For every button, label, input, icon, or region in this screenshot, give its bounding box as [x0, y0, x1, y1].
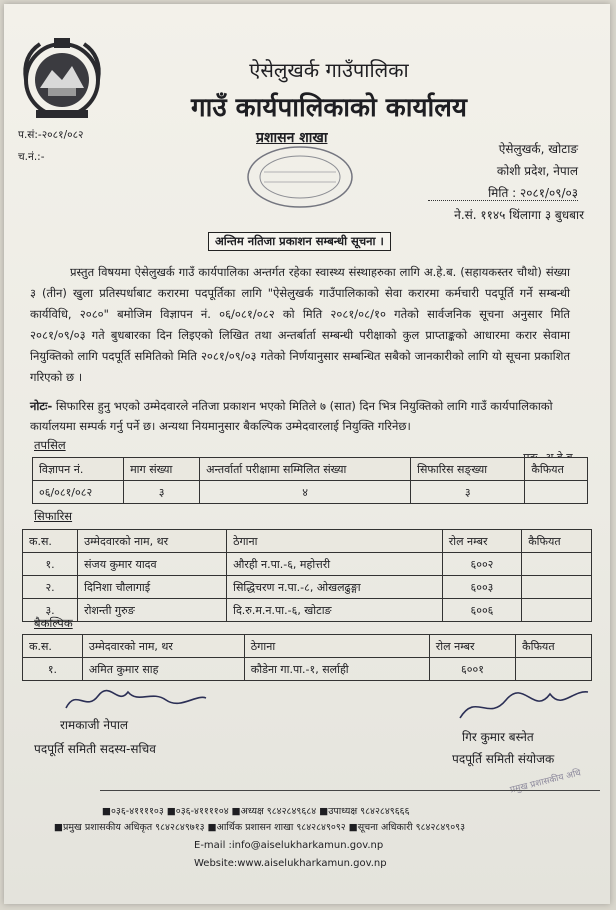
dispatch-number: च.नं.:- [18, 151, 45, 163]
table-cell: ६००३ [442, 576, 521, 599]
right-signature [454, 682, 594, 727]
table-row [23, 576, 592, 599]
notice-document [4, 4, 610, 904]
col-header: क.स. [23, 530, 78, 553]
table-cell: १. [23, 658, 83, 681]
table-cell: ३ [124, 481, 200, 504]
table-cell [522, 576, 592, 599]
table-cell: औरही न.पा.-६, महोत्तरी [227, 553, 443, 576]
col-header: कैफियत [516, 635, 592, 658]
footer-phones: ■०३६-४११११०३ ■०३६-४११११०४ ■अध्यक्ष ९८४२८४९६८४ ■उपाध्यक्ष ९८४२८४९६६६ [102, 806, 410, 817]
table-cell: कौडेना गा.पा.-१, सर्लाही [244, 658, 429, 681]
office-stamp [240, 142, 360, 212]
col-header: माग संख्या [124, 458, 200, 481]
alternate-heading: बैकल्पिक [34, 616, 73, 630]
footer-divider [100, 790, 600, 791]
branch-name: प्रशासन शाखा [256, 130, 328, 146]
table-cell: सिद्धिचरण न.पा.-८, ओखलढुङ्गा [227, 576, 443, 599]
address-line-1: ऐसेलुखर्क, खोटाङ [498, 142, 578, 156]
recommended-table [22, 529, 592, 622]
col-header: ठेगाना [227, 530, 443, 553]
col-header: उम्मेदवारको नाम, थर [78, 530, 227, 553]
table-row [23, 658, 592, 681]
table-row [23, 599, 592, 622]
col-header: रोल नम्बर [442, 530, 521, 553]
municipality-name: ऐसेलुखर्क गाउँपालिका [249, 58, 409, 82]
table-cell: २. [23, 576, 78, 599]
subject-heading: अन्तिम नतिजा प्रकाशन सम्बन्धी सूचना । [208, 232, 391, 251]
footer-website: Website:www.aiselukharkamun.gov.np [194, 858, 387, 869]
col-header: कैफियत [522, 530, 592, 553]
table-cell: ४ [200, 481, 411, 504]
stamp-watermark: प्रमुख प्रशासकीय अधि [509, 768, 582, 796]
notice-body: प्रस्तुत विषयमा ऐसेलुखर्क गाउँ कार्यपालिका अन्तर्गत रहेका स्वास्थ्य संस्थाहरुका लागि अ.हे.ब. (सहायकस्तर चौथो) संख्या ३ (तीन) खुला प्रतिस्पर्धाबाट करारमा पदपूर्तिका लागि "ऐसेलुखर्क गाउँपालिकाको सेवा करारमा कर्मचारी पदपूर्ति गर्ने सम्बन्धी कार्यविधि, २०८०" बमोजिम विज्ञापन नं. ०६/०८१/०८२ को मिति २०८१/०८/१० गतेको सार्वजनिक सूचना अनुसार मिति २०८१/०९/०३ गते बुधबारका दिन लिइएको लिखित तथा अन्तर्बार्ता सम्बन्धी परीक्षाको कुल प्राप्ताङ्कको आधारमा करार सेवामा नियुक्तिको लागि पदपूर्ति समितिको मिति २०८१/०९/०३ गतेको निर्णयानुसार सम्बन्धित सबैको जानकारीको लागि यो सूचना प्रकाशित गरिएको छ । [30, 265, 570, 384]
col-header: उम्मेदवारको नाम, थर [82, 635, 244, 658]
table-cell: ६००१ [429, 658, 515, 681]
table-cell: १. [23, 553, 78, 576]
col-header: क.स. [23, 635, 83, 658]
table-cell: संजय कुमार यादव [78, 553, 227, 576]
col-header: अन्तर्वार्ता परीक्षामा सम्मिलित संख्या [200, 458, 411, 481]
table-cell: ६००२ [442, 553, 521, 576]
col-header: रोल नम्बर [429, 635, 515, 658]
reference-number: प.सं:-२०८१/०८२ [18, 129, 84, 141]
col-header: कैफियत [525, 458, 588, 481]
coordinator-role: पदपूर्ति समिती संयोजक [452, 752, 555, 766]
table-cell [522, 599, 592, 622]
recommended-heading: सिफारिस [34, 509, 73, 523]
date-divider [428, 200, 578, 201]
alternate-table [22, 634, 592, 681]
table-cell: ३. [23, 599, 78, 622]
recommended-header-row [23, 530, 592, 553]
issue-date: मिति : २०८१/०९/०३ [488, 186, 578, 200]
office-name: गाउँ कार्यपालिकाको कार्यालय [191, 93, 467, 123]
secretary-name: रामकाजी नेपाल [60, 718, 129, 732]
coordinator-name: गिर कुमार बस्नेत [462, 730, 534, 744]
table-cell: दि.रु.म.न.पा.-६, खोटाङ [227, 599, 443, 622]
table-cell: ३ [411, 481, 525, 504]
table-cell [522, 553, 592, 576]
details-table [32, 457, 588, 504]
col-header: ठेगाना [244, 635, 429, 658]
table-cell [516, 658, 592, 681]
footer-officer-contacts: ■प्रमुख प्रशासकीय अधिकृत ९८४२८४९७१३ ■आर्थिक प्रशासन शाखा ९८४२८४९०९२ ■सूचना अधिकारी ९८४२८४९०९३ [54, 822, 466, 833]
secretary-role: पदपूर्ति समिती सदस्य-सचिव [34, 742, 156, 756]
table-cell: अमित कुमार साह [82, 658, 244, 681]
note-label: नोटः- [30, 399, 53, 413]
alternate-header-row [23, 635, 592, 658]
nepal-emblem-logo [18, 36, 106, 120]
table-cell: दिनिशा चौलागाई [78, 576, 227, 599]
table-cell: ६००६ [442, 599, 521, 622]
table-cell [525, 481, 588, 504]
nepal-sambat-date: ने.सं. ११४५ थिंलागा ३ बुधबार [454, 208, 584, 222]
address-line-2: कोशी प्रदेश, नेपाल [496, 164, 578, 178]
table-row [23, 553, 592, 576]
left-signature [56, 684, 216, 714]
footer-email: E-mail :info@aiselukharkamun.gov.np [194, 840, 384, 851]
note-text: सिफारिस हुनु भएको उम्मेदवारले नतिजा प्रकाशन भएको मितिले ७ (सात) दिन भित्र नियुक्तिको लागि गाउँ कार्यपालिकाको कार्यालयमा सम्पर्क गर्नु पर्ने छ। अन्यथा नियमानुसार बैकल्पिक उम्मेदवारलाई नियुक्ति गरिनेछ। [30, 399, 553, 433]
table-row [33, 481, 588, 504]
col-header: विज्ञापन नं. [33, 458, 124, 481]
details-header-row [33, 458, 588, 481]
details-heading: तपसिल [34, 438, 66, 452]
table-cell: रोशन्ती गुरुङ [78, 599, 227, 622]
table-cell: ०६/०८१/०८२ [33, 481, 124, 504]
col-header: सिफारिस सङ्ख्या [411, 458, 525, 481]
note-paragraph [30, 396, 570, 436]
